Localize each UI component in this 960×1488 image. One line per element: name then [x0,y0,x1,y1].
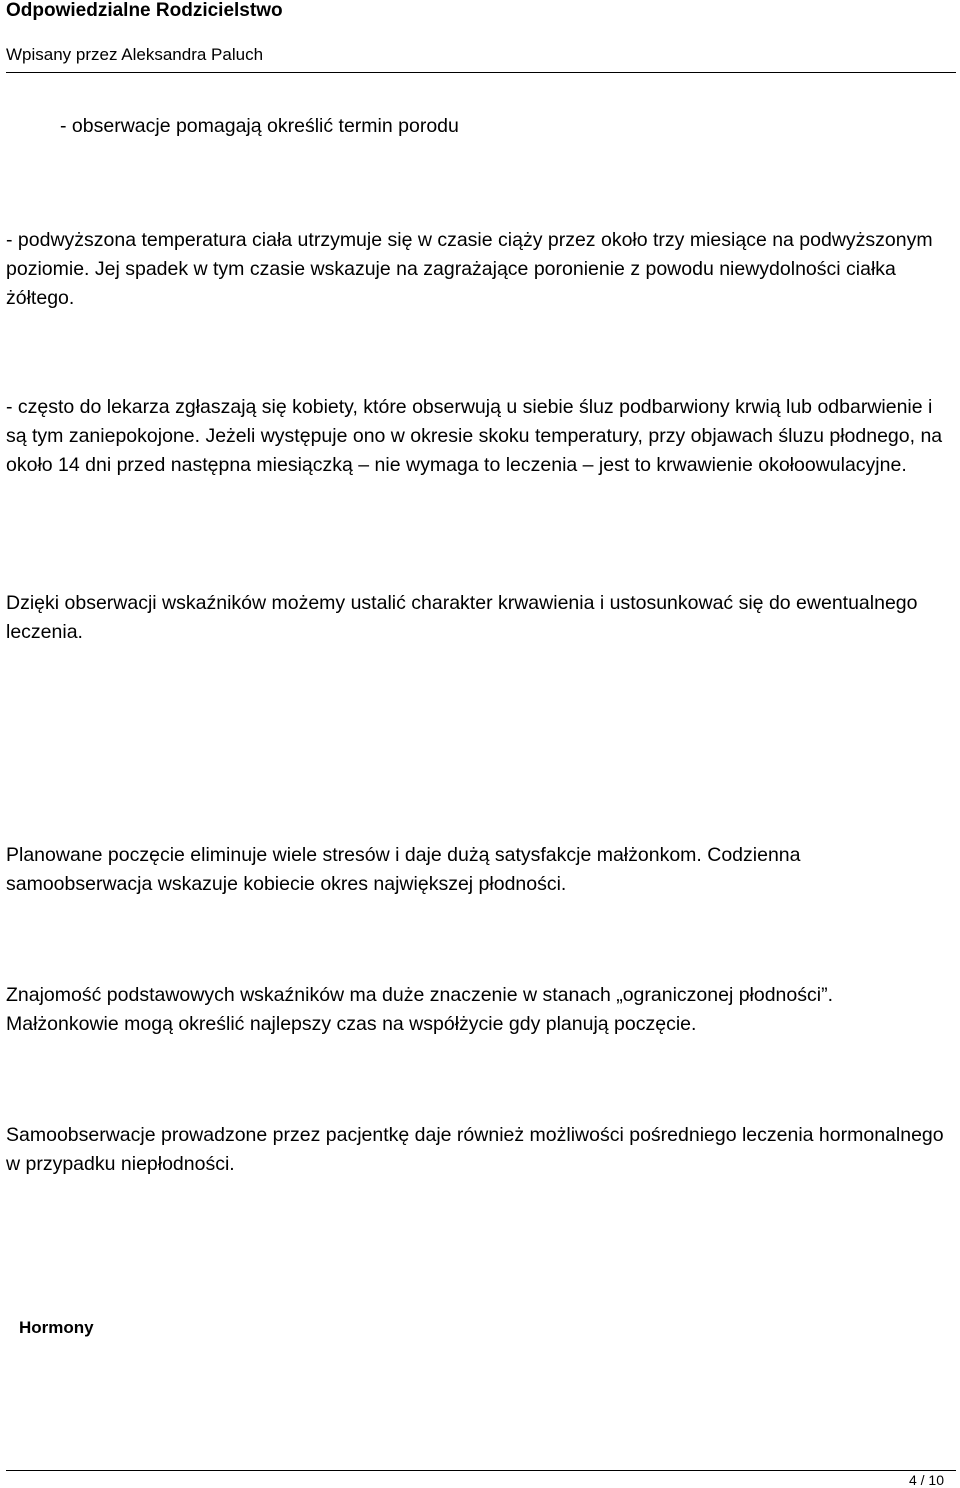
paragraph-limited-fertility: Znajomość podstawowych wskaźników ma duże znaczenie w stanach „ograniczonej płodności”. Małżonkowie mogą określić najlepszy czas na współżycie gdy planują poczęcie. [6,984,833,1035]
footer-divider [6,1470,956,1471]
page-number: 4 / 10 [908,1472,944,1488]
author-line: Wpisany przez Aleksandra Paluch [6,45,264,64]
paragraph-observation: Dzięki obserwacji wskaźników możemy ustalić charakter krwawienia i ustosunkować się do ewentualnego leczenia. [6,592,918,643]
paragraph-bleeding: - często do lekarza zgłaszają się kobiety, które obserwują u siebie śluz podbarwiony krwią lub odbarwienie i są tym zaniepokojone. Jeżeli występuje ono w okresie skoku temperatury, przy objawach śluzu płodnego, na około 14 dni przed następna miesiączką – nie wymaga to leczenia – jest to krwawienie okołoowulacyjne. [6,396,943,476]
section-heading-hormones: Hormony [19,1318,94,1337]
site-title: Odpowiedzialne Rodzicielstwo [6,0,283,21]
paragraph-due-date: - obserwacje pomagają określić termin porodu [60,115,459,137]
paragraph-temperature: - podwyższona temperatura ciała utrzymuje się w czasie ciąży przez około trzy miesiące na podwyższonym poziomie. Jej spadek w tym czasie wskazuje na zagrażające poronienie z powodu niewydolności ciałka żółtego. [6,229,933,309]
paragraph-planned-conception: Planowane poczęcie eliminuje wiele stresów i daje dużą satysfakcje małżonkom. Codzienna samoobserwacja wskazuje kobiecie okres największej płodności. [6,844,801,895]
paragraph-hormonal-treatment: Samoobserwacje prowadzone przez pacjentkę daje również możliwości pośredniego leczenia hormonalnego w przypadku niepłodności. [6,1124,944,1175]
header-divider [6,72,956,73]
